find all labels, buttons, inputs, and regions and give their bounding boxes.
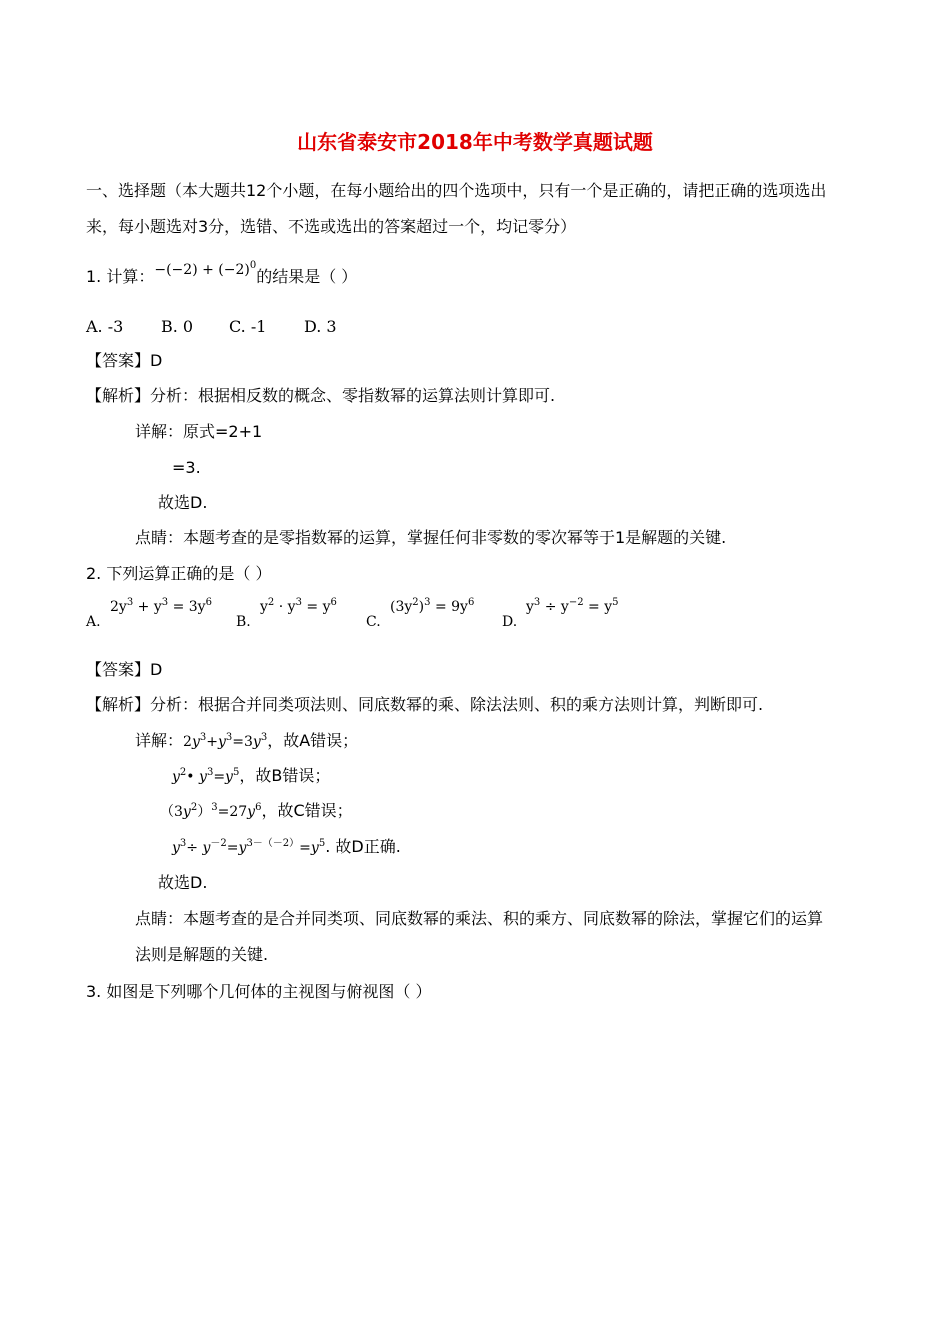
q1-expression: $-(-2) + (-2)^0$ bbox=[154, 260, 257, 278]
q2-detail-c: $(3y^2)^3=27y^6$，故C错误； bbox=[160, 801, 353, 820]
q2-formula-d: $y^3 \div y^{-2} = y^5$ bbox=[526, 597, 619, 615]
q2-formula-b: $y^2 \cdot y^3 = y^6$ bbox=[260, 597, 337, 615]
q2-stem: 2. 下列运算正确的是（ ） bbox=[86, 564, 272, 583]
q2-analysis: 【解析】分析：根据合并同类项法则、同底数幂的乘、除法法则、积的乘方法则计算，判断即可. bbox=[86, 695, 764, 714]
q1-detail-line2: =3. bbox=[172, 458, 201, 477]
q2-label-a: A. bbox=[86, 614, 101, 630]
q1-analysis: 【解析】分析：根据相反数的概念、零指数幂的运算法则计算即可. bbox=[86, 386, 556, 405]
q2-choose: 故选D. bbox=[158, 873, 208, 892]
q1-option-c: C. -1 bbox=[229, 317, 267, 336]
q1-prefix: 1. 计算： bbox=[86, 267, 155, 286]
q1-detail-line1: 详解：原式=2+1 bbox=[135, 422, 263, 441]
q2-formula-c: $(3y^2)^3 = 9y^6$ bbox=[390, 597, 475, 615]
q3-stem: 3. 如图是下列哪个几何体的主视图与俯视图（ ） bbox=[86, 982, 432, 1001]
section-instructions-line2: 来，每小题选对3分，选错、不选或选出的答案超过一个，均记零分） bbox=[86, 217, 577, 236]
q2-detail-a: 详解：$2y^3+y^3=3y^3$，故A错误； bbox=[135, 731, 359, 750]
q2-detail-d: $y^3\div y^{-2}=y^{3-(-2)}=y^5$. 故D正确. bbox=[172, 837, 401, 856]
q2-label-b: B. bbox=[236, 614, 251, 630]
q1-stem bbox=[86, 260, 358, 289]
q1-option-b: B. 0 bbox=[161, 317, 194, 336]
q1-comment: 点睛：本题考查的是零指数幂的运算，掌握任何非零数的零次幂等于1是解题的关键. bbox=[135, 528, 727, 547]
q2-label-d: D. bbox=[502, 614, 518, 630]
q2-answer: 【答案】D bbox=[86, 660, 163, 679]
q1-option-a: A. -3 bbox=[86, 317, 124, 336]
section-instructions-line1: 一、选择题（本大题共12个小题，在每小题给出的四个选项中，只有一个是正确的，请把正确的选项选出 bbox=[86, 181, 827, 200]
q2-detail-b: $y^2•$ $y^3=y^5$，故B错误； bbox=[172, 766, 331, 785]
q1-suffix: 的结果是（ ） bbox=[256, 267, 358, 286]
q2-comment-line2: 法则是解题的关键. bbox=[135, 945, 269, 964]
q2-comment-line1: 点睛：本题考查的是合并同类项、同底数幂的乘法、积的乘方、同底数幂的除法，掌握它们的运算 bbox=[135, 909, 824, 928]
q1-option-d: D. 3 bbox=[304, 317, 337, 336]
q1-answer: 【答案】D bbox=[86, 351, 163, 370]
page-title: 山东省泰安市2018年中考数学真题试题 bbox=[297, 130, 653, 154]
q2-formula-a: $2y^3 + y^3 = 3y^6$ bbox=[110, 597, 212, 615]
q2-label-c: C. bbox=[366, 614, 381, 630]
q1-choose: 故选D. bbox=[158, 493, 208, 512]
